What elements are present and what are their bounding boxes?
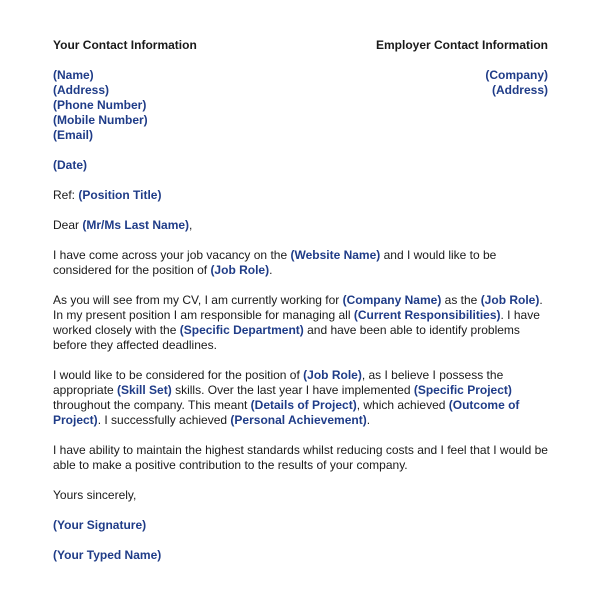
sender-block [53,68,148,143]
reference-line [53,188,161,203]
placeholder-specific-project: (Specific Project) [413,383,512,397]
sender-name: (Name) [53,68,94,82]
employer-contact-heading: Employer Contact Information [375,38,548,52]
p3-text-5: , which achieved [356,398,449,412]
salutation-name: (Mr/Ms Last Name) [82,218,190,232]
p3-text-3: skills. Over the last year I have implemented [171,383,414,397]
p3-text-6: . I successfully achieved [97,413,231,427]
sender-address: (Address) [53,83,110,97]
placeholder-skill-set: (Skill Set) [117,383,172,397]
p3-text-7: . [366,413,371,427]
p2-text-3: . In my present position I am responsible for managing all [53,293,543,322]
p2-text-2: as the [441,293,481,307]
p3-text-1: I would like to be considered for the position of [53,368,304,382]
salutation [53,218,192,233]
typed-name-placeholder: (Your Typed Name) [53,548,162,562]
p2-text-5: and have been able to identify problems before they affected deadlines. [53,323,520,352]
placeholder-specific-department: (Specific Department) [179,323,304,337]
p1-text-1: I have come across your job vacancy on the [53,248,291,262]
signature-placeholder: (Your Signature) [53,518,147,532]
paragraph-1 [53,248,553,278]
p1-text-3: . [269,263,273,277]
sender-mobile: (Mobile Number) [53,113,148,127]
p2-text-1: As you will see from my CV, I am currently working for [53,293,343,307]
p3-text-2: , as I believe I possess the appropriate [53,368,504,397]
letter-date: (Date) [53,158,88,172]
placeholder-job-role: (Job Role) [210,263,270,277]
ref-label: Ref: [53,188,76,202]
salutation-word: Dear [53,218,80,232]
placeholder-website-name: (Website Name) [290,248,381,262]
paragraph-2 [53,293,553,353]
p3-text-4: throughout the company. This meant [53,398,251,412]
placeholder-job-role: (Job Role) [303,368,362,382]
salutation-comma: , [189,218,193,232]
p2-text-4: . I have worked closely with the [53,308,540,337]
your-contact-heading: Your Contact Information [53,38,197,52]
employer-company: (Company) [485,68,548,82]
placeholder-job-role: (Job Role) [480,293,540,307]
sender-email: (Email) [53,128,94,142]
paragraph-3 [53,368,553,428]
employer-address: (Address) [491,83,548,97]
placeholder-outcome-of-project: (Outcome of Project) [53,398,520,427]
placeholder-personal-achievement: (Personal Achievement) [230,413,367,427]
placeholder-current-responsibilities: (Current Responsibilities) [353,308,501,322]
closing: Yours sincerely, [53,488,137,502]
paragraph-4: I have ability to maintain the highest standards whilst reducing costs and I feel that I would be able to make a positive contribution to the results of your company. [53,443,548,472]
placeholder-company-name: (Company Name) [342,293,442,307]
p1-text-2: and I would like to be considered for the position of [53,248,497,277]
employer-block [485,68,548,98]
sender-phone: (Phone Number) [53,98,147,112]
ref-position-title: (Position Title) [78,188,162,202]
placeholder-details-of-project: (Details of Project) [250,398,357,412]
